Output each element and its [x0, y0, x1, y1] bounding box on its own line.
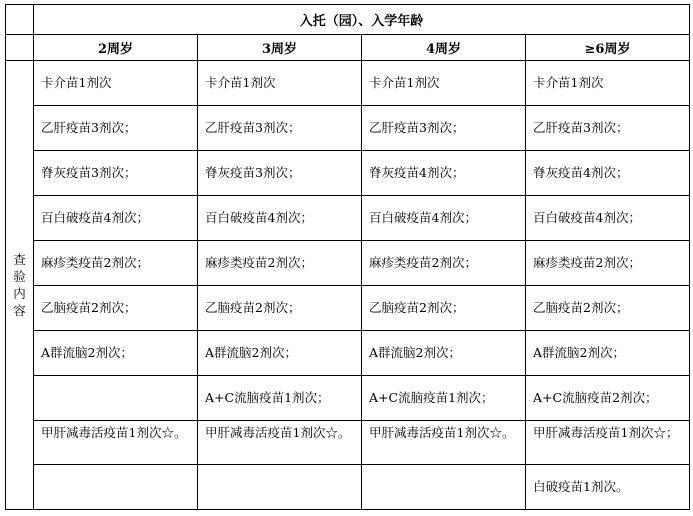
table-cell: A+C流脑疫苗2剂次；: [526, 376, 690, 421]
table-row: [6, 106, 690, 151]
table-cell: 卡介苗1剂次: [526, 61, 690, 106]
table-cell: 卡介苗1剂次: [34, 61, 198, 106]
table-cell: 甲肝减毒活疫苗1剂次☆。: [34, 421, 198, 465]
table-row: [6, 151, 690, 196]
table-cell: A群流脑2剂次；: [362, 331, 526, 376]
header-row-ages: [6, 35, 690, 61]
table-cell: 卡介苗1剂次: [198, 61, 362, 106]
table-cell: [34, 376, 198, 421]
table-cell: [198, 465, 362, 510]
table-cell: 麻疹类疫苗2剂次；: [198, 241, 362, 286]
table-row: [6, 286, 690, 331]
table-cell: 乙脑疫苗2剂次；: [34, 286, 198, 331]
table-row: [6, 61, 690, 106]
age-header-3: 3周岁: [198, 35, 362, 61]
table-cell: 白破疫苗1剂次。: [526, 465, 690, 510]
table-cell: A群流脑2剂次；: [526, 331, 690, 376]
table-cell: 脊灰疫苗3剂次；: [34, 151, 198, 196]
side-label-cell: [6, 61, 34, 510]
table-cell: 百白破疫苗4剂次；: [526, 196, 690, 241]
table-cell: 麻疹类疫苗2剂次；: [526, 241, 690, 286]
table-cell: 甲肝减毒活疫苗1剂次☆。: [198, 421, 362, 465]
header-row-title: [6, 5, 690, 35]
vaccination-table-container: [5, 4, 690, 510]
table-title: 入托（园）、入学年龄: [34, 5, 690, 35]
table-cell: 脊灰疫苗3剂次；: [198, 151, 362, 196]
table-cell: 乙脑疫苗2剂次；: [362, 286, 526, 331]
table-cell: 甲肝减毒活疫苗1剂次☆；: [526, 421, 690, 465]
table-cell: 百白破疫苗4剂次；: [198, 196, 362, 241]
table-cell: 百白破疫苗4剂次；: [34, 196, 198, 241]
table-cell: 脊灰疫苗4剂次；: [526, 151, 690, 196]
table-row: [6, 376, 690, 421]
table-cell: 甲肝减毒活疫苗1剂次☆。: [362, 421, 526, 465]
age-header-4: 4周岁: [362, 35, 526, 61]
corner-cell: [6, 5, 34, 35]
table-cell: 百白破疫苗4剂次；: [362, 196, 526, 241]
table-cell: 乙肝疫苗3剂次；: [34, 106, 198, 151]
table-cell: A群流脑2剂次；: [198, 331, 362, 376]
age-header-6plus: ≥6周岁: [526, 35, 690, 61]
vaccination-check-table: [5, 4, 690, 510]
table-cell: 乙脑疫苗2剂次；: [198, 286, 362, 331]
table-row: [6, 465, 690, 510]
table-cell: 乙肝疫苗3剂次；: [198, 106, 362, 151]
table-row: [6, 196, 690, 241]
table-row: [6, 331, 690, 376]
table-cell: 乙脑疫苗2剂次；: [526, 286, 690, 331]
table-cell: 脊灰疫苗4剂次；: [362, 151, 526, 196]
table-cell: 麻疹类疫苗2剂次；: [34, 241, 198, 286]
table-row: [6, 421, 690, 465]
corner-cell-lower: [6, 35, 34, 61]
table-cell: A群流脑2剂次；: [34, 331, 198, 376]
table-cell: A+C流脑疫苗1剂次；: [198, 376, 362, 421]
age-header-2: 2周岁: [34, 35, 198, 61]
table-cell: A+C流脑疫苗1剂次；: [362, 376, 526, 421]
table-cell: 卡介苗1剂次: [362, 61, 526, 106]
table-cell: 麻疹类疫苗2剂次；: [362, 241, 526, 286]
table-cell: 乙肝疫苗3剂次；: [526, 106, 690, 151]
side-label: 查验内容: [13, 252, 26, 318]
table-row: [6, 241, 690, 286]
table-cell: 乙肝疫苗3剂次；: [362, 106, 526, 151]
table-cell: [362, 465, 526, 510]
table-cell: [34, 465, 198, 510]
